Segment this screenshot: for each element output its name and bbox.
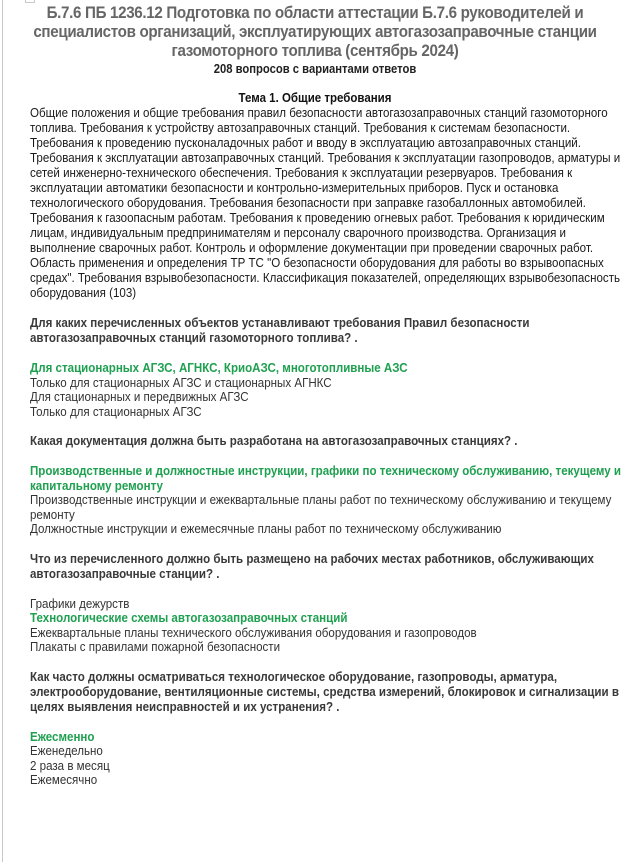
- page-left-border: [2, 0, 3, 862]
- document-title: Б.7.6 ПБ 1236.12 Подготовка по области аттестации Б.7.6 руководителей и специалистов организаций, эксплуатирующих автогазозаправочные станции газомоторного топлива (сентябрь 2024): [33, 4, 597, 60]
- document-subtitle: 208 вопросов с вариантами ответов: [213, 62, 417, 76]
- question-list: [30, 316, 620, 788]
- answer-option: Плакаты с правилами пожарной безопасности: [30, 640, 281, 654]
- answer-list: [30, 464, 620, 537]
- answer-option: Только для стационарных АГЗС: [30, 404, 202, 419]
- correct-answer-option: Для стационарных АГЗС, АГНКС, КриоАЗС, многотопливные АЗС: [30, 361, 408, 375]
- question-text: Какая документация должна быть разработана на автогазозаправочных станциях? .: [30, 434, 518, 448]
- topic-description: Общие положения и общие требования правил безопасности автогазозаправочных станций газомоторного топлива. Требования к устройству автозаправочных станций. Требования к системам безопасности. Требования к проведению пусконаладочных работ и вводу в эксплуатацию автозаправочных станций. Требования к эксплуатации автозаправочных станций. Требования к эксплуатации газопроводов, арматуры и сетей инженерно-технического обеспечения. Требования к эксплуатации резервуаров. Требования к эксплуатации автоматики безопасности и контрольно-измерительных приборов. Пуск и остановка технологического оборудования. Требования безопасности при заправке газобаллонных автомобилей. Требования к газоопасным работам. Требования к проведению огневых работ. Требования к юридическим лицам, индивидуальным предпринимателям и персоналу сварочного производства. Организация и выполнение сварочных работ. Контроль и оформление документации при проведении сварочных работ. Область применения и определения ТР ТС "О безопасности оборудования для работы во взрывоопасных средах". Требования взрывобезопасности. Классификация показателей, определяющих взрывобезопасность оборудования (103): [30, 106, 621, 300]
- answer-option: Производственные инструкции и ежеквартальные планы работ по техническому обслуживанию и текущему ремонту: [30, 493, 612, 522]
- correct-answer-option: Производственные и должностные инструкции, графики по техническому обслуживанию, текущему и капитальному ремонту: [30, 464, 622, 493]
- question-text: Для каких перечисленных объектов устанавливают требования Правил безопасности автогазозаправочных станций газомоторного топлива? .: [30, 316, 530, 345]
- page-top-marker: [25, 0, 35, 3]
- question-block: [30, 552, 620, 655]
- question-text: Как часто должны осматриваться технологическое оборудование, газопроводы, арматура, электрооборудование, вентиляционные системы, средства измерений, блокировок и сигнализации в целях выявления неисправностей и их устранения? .: [30, 669, 619, 714]
- correct-answer-option: Ежесменно: [30, 729, 95, 744]
- answer-list: [30, 361, 620, 419]
- question-block: [30, 434, 620, 537]
- answer-option: Должностные инструкции и ежемесячные планы работ по техническому обслуживанию: [30, 522, 502, 536]
- answer-list: [30, 730, 620, 788]
- answer-list: [30, 597, 620, 655]
- answer-option: Только для стационарных АГЗС и стационарных АГНКС: [30, 375, 332, 390]
- correct-answer-option: Технологические схемы автогазозаправочных станций: [30, 611, 348, 625]
- question-block: [30, 316, 620, 419]
- answer-option: 2 раза в месяц: [30, 758, 110, 773]
- answer-option: Ежеквартальные планы технического обслуживания оборудования и газопроводов: [30, 625, 477, 640]
- question-block: [30, 670, 620, 788]
- answer-option: Для стационарных и передвижных АГЗС: [30, 390, 249, 404]
- topic-title: Тема 1. Общие требования: [238, 91, 392, 105]
- answer-option: Ежемесячно: [30, 773, 98, 787]
- answer-option: Еженедельно: [30, 744, 103, 758]
- document-page: [30, 4, 620, 788]
- question-text: Что из перечисленного должно быть размещено на рабочих местах работников, обслуживающих автогазозаправочные станции? .: [30, 551, 594, 581]
- answer-option: Графики дежурств: [30, 596, 130, 611]
